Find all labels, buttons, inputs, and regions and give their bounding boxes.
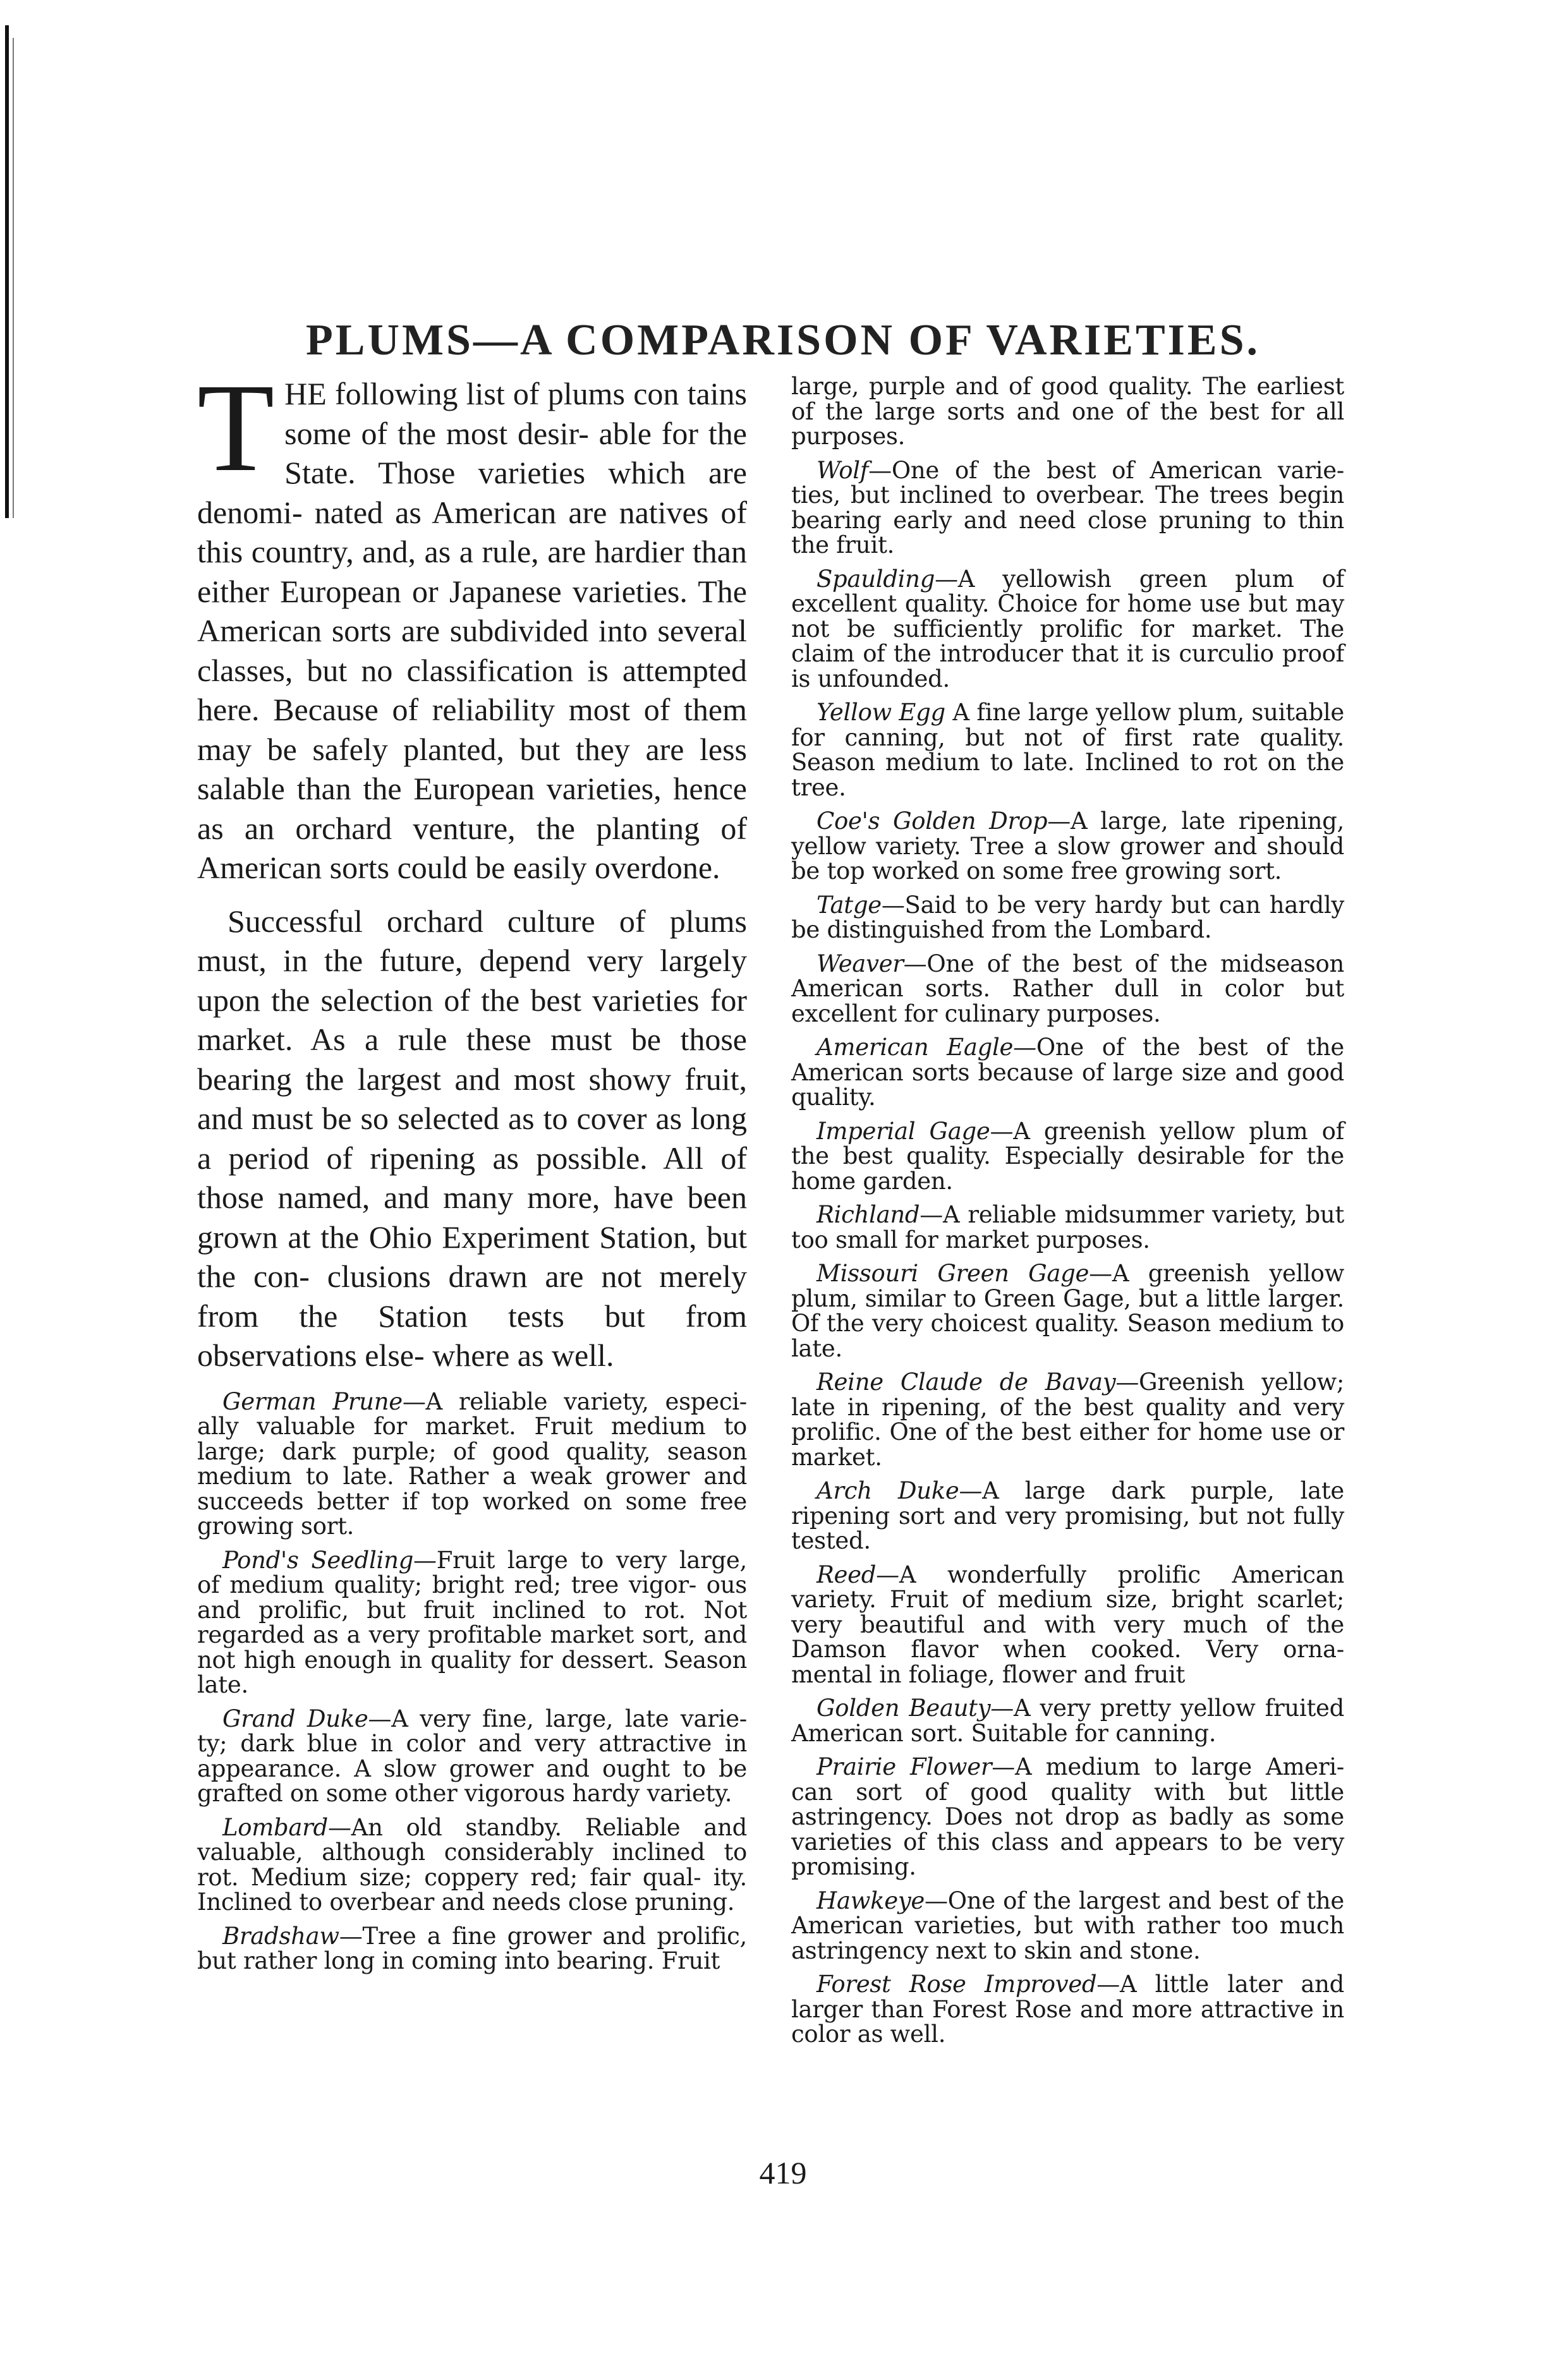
drop-cap-letter: T (197, 358, 275, 498)
variety-description: —Fruit large to very large, of medium quality; bright red; tree vigor- ous and prolific, but fruit inclined to rot. Not regarded as a very profitable market sort, and not high enough in quality for dessert. Season late. (197, 1546, 747, 1698)
variety-description: —An old standby. Reliable and valuable, although considerably inclined to rot. Medium size; coppery red; fair qual- ity. Inclined to overbear and needs close pruning. (197, 1813, 747, 1916)
right-column (791, 374, 1344, 2056)
variety-name: American Eagle (816, 1034, 1014, 1061)
variety-name: Tatge (816, 891, 882, 919)
right-variety-list (791, 374, 1344, 2047)
variety-description: —A medium to large Ameri- can sort of good quality with but little astringency. Does not drop as badly as some varieties of this class and appears to be very promising. (791, 1753, 1344, 1880)
variety-name: Reine Claude de Bavay (816, 1368, 1116, 1396)
variety-entry (197, 1389, 747, 1539)
variety-entry (197, 1815, 747, 1915)
variety-name: Prairie Flower (816, 1753, 992, 1780)
variety-entry (791, 809, 1344, 884)
variety-name: Bradshaw (222, 1922, 339, 1950)
variety-name: Grand Duke (222, 1705, 368, 1732)
variety-description: —Said to be very hardy but can hardly be distinguished from the Lombard. (791, 891, 1344, 943)
variety-name: Reed (816, 1561, 877, 1588)
variety-entry (791, 1562, 1344, 1688)
page-title: PLUMS—A COMPARISON OF VARIETIES. (305, 315, 1261, 365)
variety-name: Richland (816, 1201, 920, 1228)
variety-description: —One of the best of American varie- ties, but inclined to overbear. The trees begin bearing early and need close pruning to thin the fruit. (791, 456, 1344, 559)
variety-description: —A very pretty yellow fruited American sort. Suitable for canning. (791, 1694, 1344, 1747)
variety-description: —A very fine, large, late varie- ty; dark blue in color and very attractive in appearance. A slow grower and ought to be grafted on some other vigorous hardy variety. (197, 1705, 748, 1807)
variety-description: —A little later and larger than Forest Rose and more attractive in color as well. (791, 1971, 1344, 2048)
intro-paragraph-2: Successful orchard culture of plums must, in the future, depend very largely upon the selection of the best varieties for market. As a rule these must be those bearing the largest and most showy fruit, and must be so selected as to cover as long a period of ripening as possible. All of those named, and many more, have been grown at the Ohio Experiment Station, but the con- clusions drawn are not merely from the Station tests but from observations else- where as well. (197, 903, 747, 1373)
variety-entry (791, 951, 1344, 1027)
variety-name: Spaulding (816, 565, 935, 593)
variety-entry (791, 1261, 1344, 1361)
variety-description: —A greenish yellow plum of the best quality. Especially desirable for the home garden. (791, 1117, 1344, 1195)
variety-description: —One of the best of the American sorts because of large size and good quality. (791, 1034, 1344, 1111)
page-number: 419 (759, 2155, 807, 2190)
variety-name: Weaver (816, 950, 904, 977)
variety-name: Yellow Egg (816, 699, 945, 726)
variety-description: —A greenish yellow plum, similar to Green Gage, but a little larger. Of the very choicest quality. Season medium to late. (791, 1260, 1344, 1362)
variety-entry (197, 1924, 747, 1974)
variety-entry (791, 1035, 1344, 1110)
left-variety-list (197, 1389, 747, 1974)
variety-entry (197, 1548, 747, 1698)
variety-entry (791, 1370, 1344, 1470)
variety-name: Imperial Gage (816, 1117, 990, 1145)
variety-description: —A yellowish green plum of excellent quality. Choice for home use but may not be sufficiently prolific for market. The claim of the introducer that it is curculio proof is unfounded. (791, 565, 1344, 692)
scan-margin-rule-thin (13, 38, 14, 518)
variety-description: A fine large yellow plum, suitable for canning, but not of first rate quality. Season medium to late. Inclined to rot on the tree. (791, 699, 1344, 801)
intro-paragraph-1 (197, 358, 747, 888)
variety-entry (791, 1478, 1344, 1554)
variety-entry (791, 1755, 1344, 1880)
variety-name: Wolf (816, 456, 869, 484)
variety-description: —One of the best of the midseason American sorts. Rather dull in color but excellent for culinary purposes. (791, 950, 1344, 1027)
variety-entry (791, 374, 1344, 449)
variety-name: Missouri Green Gage (816, 1260, 1090, 1287)
variety-entry (791, 1202, 1344, 1252)
variety-description: large, purple and of good quality. The earliest of the large sorts and one of the best for all purposes. (791, 373, 1344, 450)
variety-description: —A reliable midsummer variety, but too small for market purposes. (791, 1201, 1344, 1253)
variety-description: —A large, late ripening, yellow variety. Tree a slow grower and should be top worked on some free growing sort. (791, 807, 1344, 885)
variety-entry (791, 1972, 1344, 2047)
variety-entry (791, 1119, 1344, 1194)
left-column (197, 358, 748, 1983)
variety-entry (791, 458, 1344, 558)
variety-entry (791, 700, 1344, 800)
variety-entry (791, 567, 1344, 692)
variety-description: —Greenish yellow; late in ripening, of the best quality and very prolific. One of the best either for home use or market. (791, 1368, 1344, 1471)
variety-description: —A large dark purple, late ripening sort and very promising, but not fully tested. (791, 1477, 1344, 1554)
variety-entry (791, 1696, 1344, 1746)
scan-margin-rule (5, 25, 9, 518)
variety-name: German Prune (222, 1387, 403, 1415)
variety-name: Golden Beauty (816, 1694, 991, 1722)
variety-name: Lombard (222, 1813, 328, 1841)
variety-description: —Tree a fine grower and prolific, but rather long in coming into bearing. Fruit (197, 1922, 747, 1974)
variety-entry (791, 893, 1344, 943)
intro-paragraph-1-text: HE following list of plums con tains some of the most desir- able for the State. Those varieties which are denomi- nated as American are natives of this country, and, as a rule, are hardier than either European or Japanese varieties. The American sorts are subdivided into several classes, but no classification is attempted here. Because of reliability most of them may be safely planted, but they are less salable than the European varieties, hence as an orchard venture, the planting of American sorts could be easily overdone. (197, 376, 747, 885)
variety-description: —One of the largest and best of the American varieties, but with rather too much astringency next to skin and stone. (791, 1887, 1344, 1964)
variety-name: Coe's Golden Drop (816, 807, 1048, 835)
variety-name: Arch Duke (816, 1477, 959, 1504)
variety-name: Pond's Seedling (222, 1546, 413, 1574)
variety-description: —A wonderfully prolific American variety. Fruit of medium size, bright scarlet; very beautiful and with very much of the Damson flavor when cooked. Very orna- mental in foliage, flower and fruit (791, 1561, 1344, 1688)
variety-description: —A reliable variety, especi- ally valuable for market. Fruit medium to large; dark purple; of good quality, season medium to late. Rather a weak grower and succeeds better if top worked on some free growing sort. (197, 1387, 747, 1540)
variety-name: Hawkeye (816, 1887, 925, 1914)
variety-name: Forest Rose Improved (816, 1971, 1097, 1998)
variety-entry (197, 1706, 747, 1806)
variety-entry (791, 1888, 1344, 1964)
